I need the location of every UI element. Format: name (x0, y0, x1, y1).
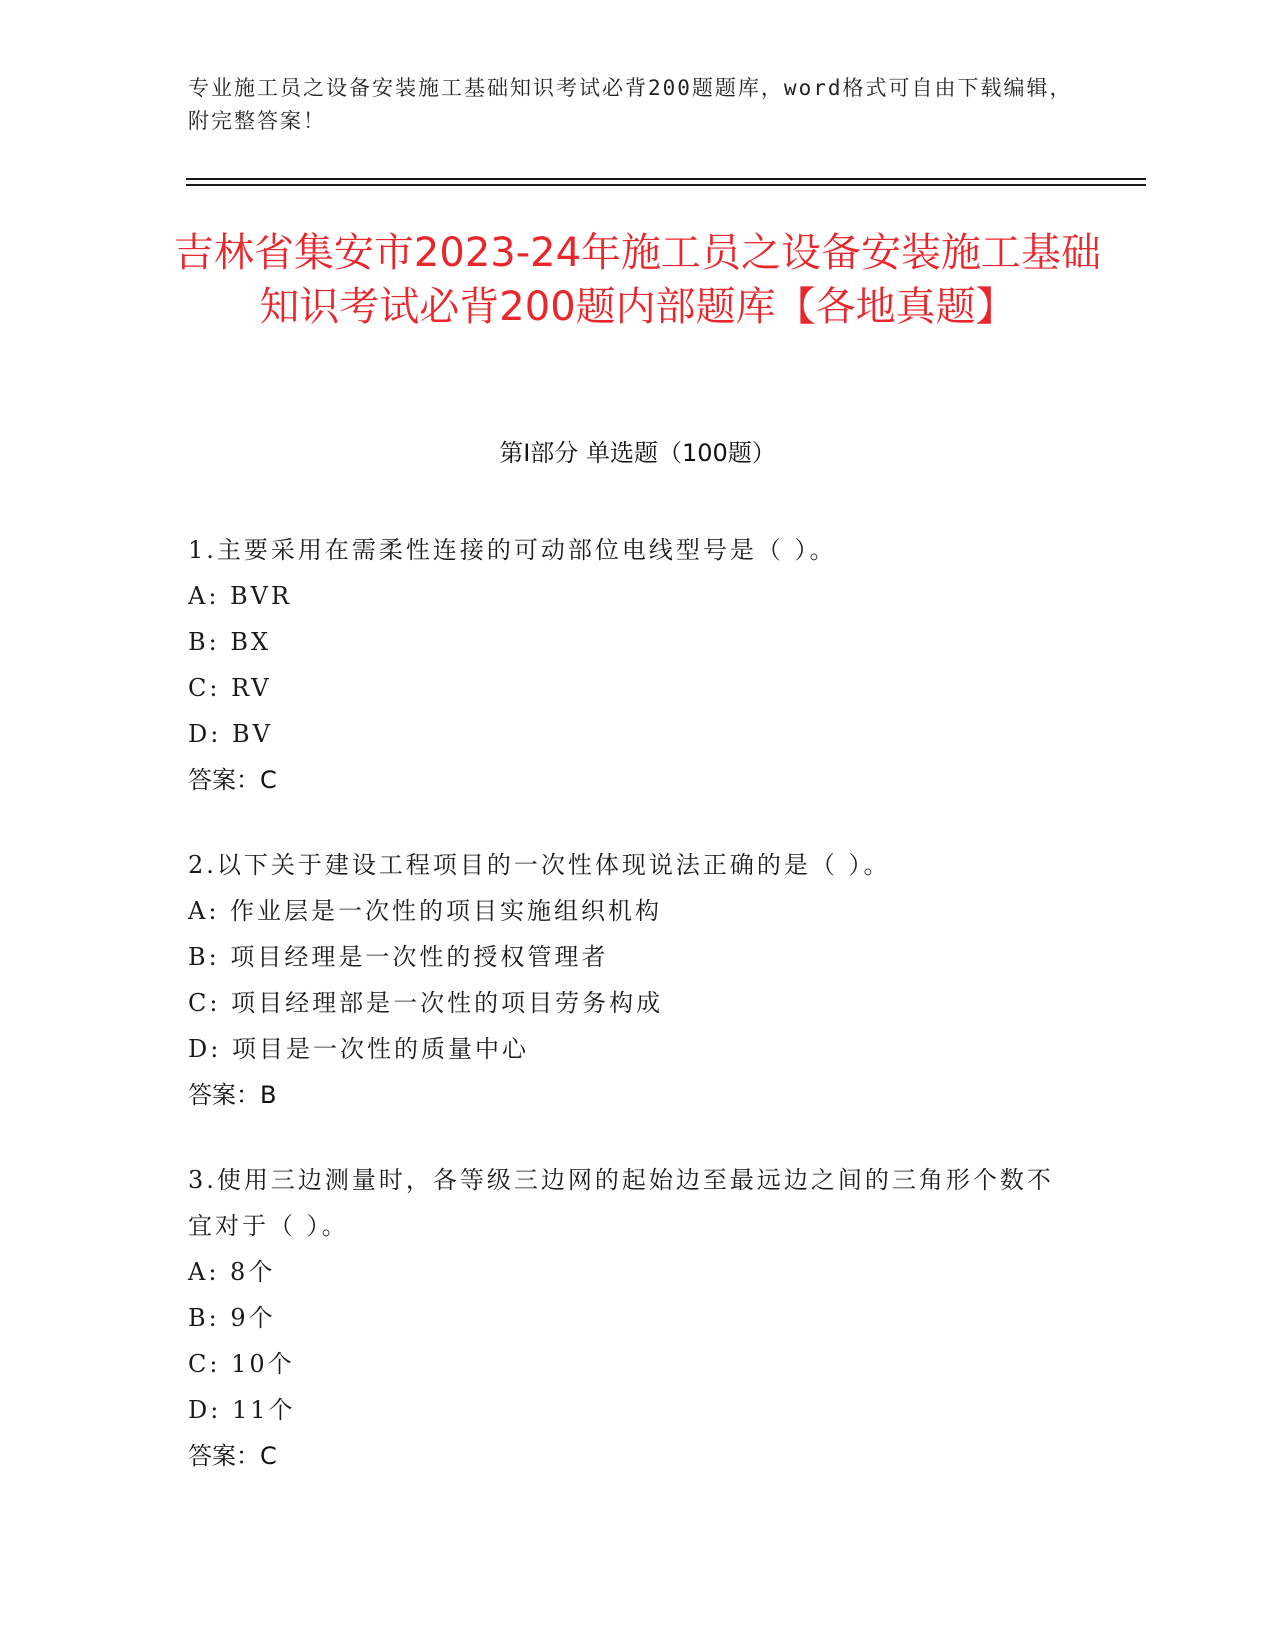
question-text: 1.主要采用在需柔性连接的可动部位电线型号是（ ）。 (188, 536, 837, 564)
answer: 答案：C (188, 1442, 277, 1470)
answer: 答案：B (188, 1081, 277, 1109)
option-b: B: BX (188, 628, 272, 656)
option-b: B: 9个 (188, 1304, 276, 1332)
header-divider-bottom (186, 184, 1146, 186)
option-b: B: 项目经理是一次性的授权管理者 (188, 943, 609, 971)
option-c: C: 项目经理部是一次性的项目劳务构成 (188, 989, 664, 1017)
document-title: 吉林省集安市2023-24年施工员之设备安装施工基础知识考试必背200题内部题库【各地真题】 (173, 230, 1102, 330)
option-d: D: BV (188, 720, 273, 748)
question-list (188, 527, 1068, 1518)
option-a: A: 8个 (188, 1258, 276, 1286)
option-d: D: 11个 (188, 1396, 296, 1424)
question-text: 2.以下关于建设工程项目的一次性体现说法正确的是（ ）。 (188, 851, 891, 879)
option-a: A: 作业层是一次性的项目实施组织机构 (188, 897, 663, 925)
question-item (188, 1157, 1068, 1479)
header-note: 专业施工员之设备安装施工基础知识考试必背200题题库，word格式可自由下载编辑，附完整答案！ (188, 76, 1073, 133)
option-d: D: 项目是一次性的质量中心 (188, 1035, 529, 1063)
option-a: A: BVR (188, 582, 293, 610)
section-title: 第I部分 单选题（100题） (499, 439, 776, 467)
option-c: C: RV (188, 674, 272, 702)
question-item (188, 527, 1068, 803)
answer: 答案：C (188, 766, 277, 794)
question-text: 3.使用三边测量时，各等级三边网的起始边至最远边之间的三角形个数不宜对于（ ）。 (188, 1166, 1054, 1240)
question-item (188, 842, 1068, 1118)
header-divider-top (186, 178, 1146, 180)
option-c: C: 10个 (188, 1350, 295, 1378)
